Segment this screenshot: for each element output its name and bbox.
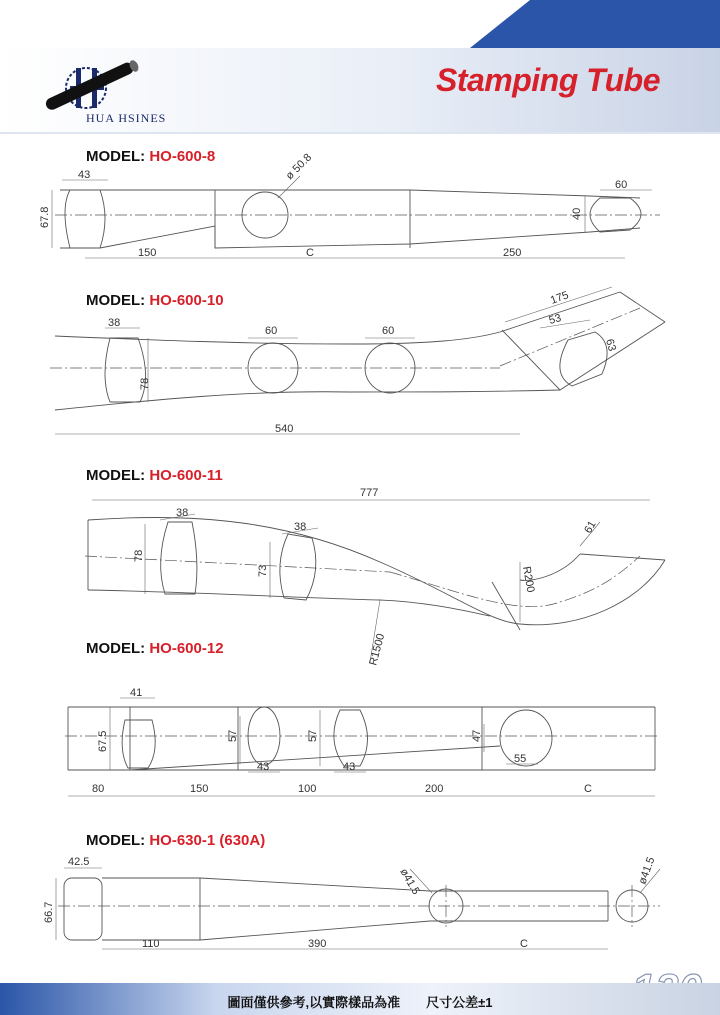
model-label-4: MODEL: HO-600-12 xyxy=(86,640,224,657)
dim-text: ø41.5 xyxy=(636,855,658,887)
model-label-5: MODEL: HO-630-1 (630A) xyxy=(86,832,266,849)
dim-text: 38 xyxy=(108,317,121,329)
dim-text: 80 xyxy=(92,783,105,795)
dim-text: 66.7 xyxy=(43,901,55,923)
dim-text: C xyxy=(306,247,314,259)
dim-text: 43 xyxy=(78,169,91,181)
dim-text: 60 xyxy=(615,179,628,191)
dim-text: C xyxy=(584,783,592,795)
drawing-ho-600-12 xyxy=(0,680,720,805)
model-label-3: MODEL: HO-600-11 xyxy=(86,467,223,484)
model-code-2: HO-600-10 xyxy=(149,292,224,309)
dim-text: 78 xyxy=(133,549,145,562)
dim-text: 540 xyxy=(275,423,294,435)
dim-text: 390 xyxy=(308,938,327,950)
brand-name: HUA HSINES xyxy=(86,111,167,125)
dim-text: 43 xyxy=(343,761,356,773)
dim-text: 73 xyxy=(257,564,269,577)
model-code-1: HO-600-8 xyxy=(149,148,216,165)
footer-note: 圖面僅供參考,以實際樣品為准 尺寸公差±1 xyxy=(227,995,493,1010)
dim-text: 78 xyxy=(139,377,151,390)
dim-text: 777 xyxy=(360,487,379,499)
dim-text: 42.5 xyxy=(68,856,90,868)
dim-text: 250 xyxy=(503,247,522,259)
dim-text: 63 xyxy=(603,337,618,353)
dim-text: 43 xyxy=(257,761,270,773)
dim-text: ø41.5 xyxy=(397,866,422,897)
dim-text: 47 xyxy=(471,729,483,742)
dim-text: 67.5 xyxy=(97,730,109,752)
dim-text: 110 xyxy=(142,938,160,950)
model-label-2: MODEL: HO-600-10 xyxy=(86,292,224,309)
dim-text: 40 xyxy=(571,207,583,220)
dim-text: 67.8 xyxy=(39,206,51,228)
model-code-4: HO-600-12 xyxy=(149,640,224,657)
dim-text: 55 xyxy=(514,753,527,765)
dim-text: 60 xyxy=(382,325,395,337)
dim-text: C xyxy=(520,938,528,950)
drawing-ho-600-10 xyxy=(0,282,720,442)
dim-text: 60 xyxy=(265,325,278,337)
page-title: Stamping Tube xyxy=(435,62,660,98)
model-code-3: HO-600-11 xyxy=(149,467,223,484)
dim-text: 41 xyxy=(130,687,143,699)
dim-text: 61 xyxy=(582,518,599,536)
dim-text: 150 xyxy=(138,247,157,259)
dim-text: 57 xyxy=(307,729,319,742)
dim-text: 100 xyxy=(298,783,317,795)
logo-icon xyxy=(38,58,148,118)
dim-text: R1500 xyxy=(367,632,388,667)
dim-text: 200 xyxy=(425,783,444,795)
dim-text: 175 xyxy=(548,289,571,307)
dim-text: 57 xyxy=(227,729,239,742)
dim-text: 150 xyxy=(190,783,209,795)
drawing-ho-630-1 xyxy=(0,845,720,960)
dim-text: 38 xyxy=(294,521,307,533)
dim-text: R200 xyxy=(520,565,537,594)
model-code-5: HO-630-1 (630A) xyxy=(149,832,266,849)
dim-text: 38 xyxy=(176,507,189,519)
model-label-1: MODEL: HO-600-8 xyxy=(86,148,216,165)
dim-text: ø 50.8 xyxy=(283,151,315,183)
dim-text: 53 xyxy=(547,312,563,327)
